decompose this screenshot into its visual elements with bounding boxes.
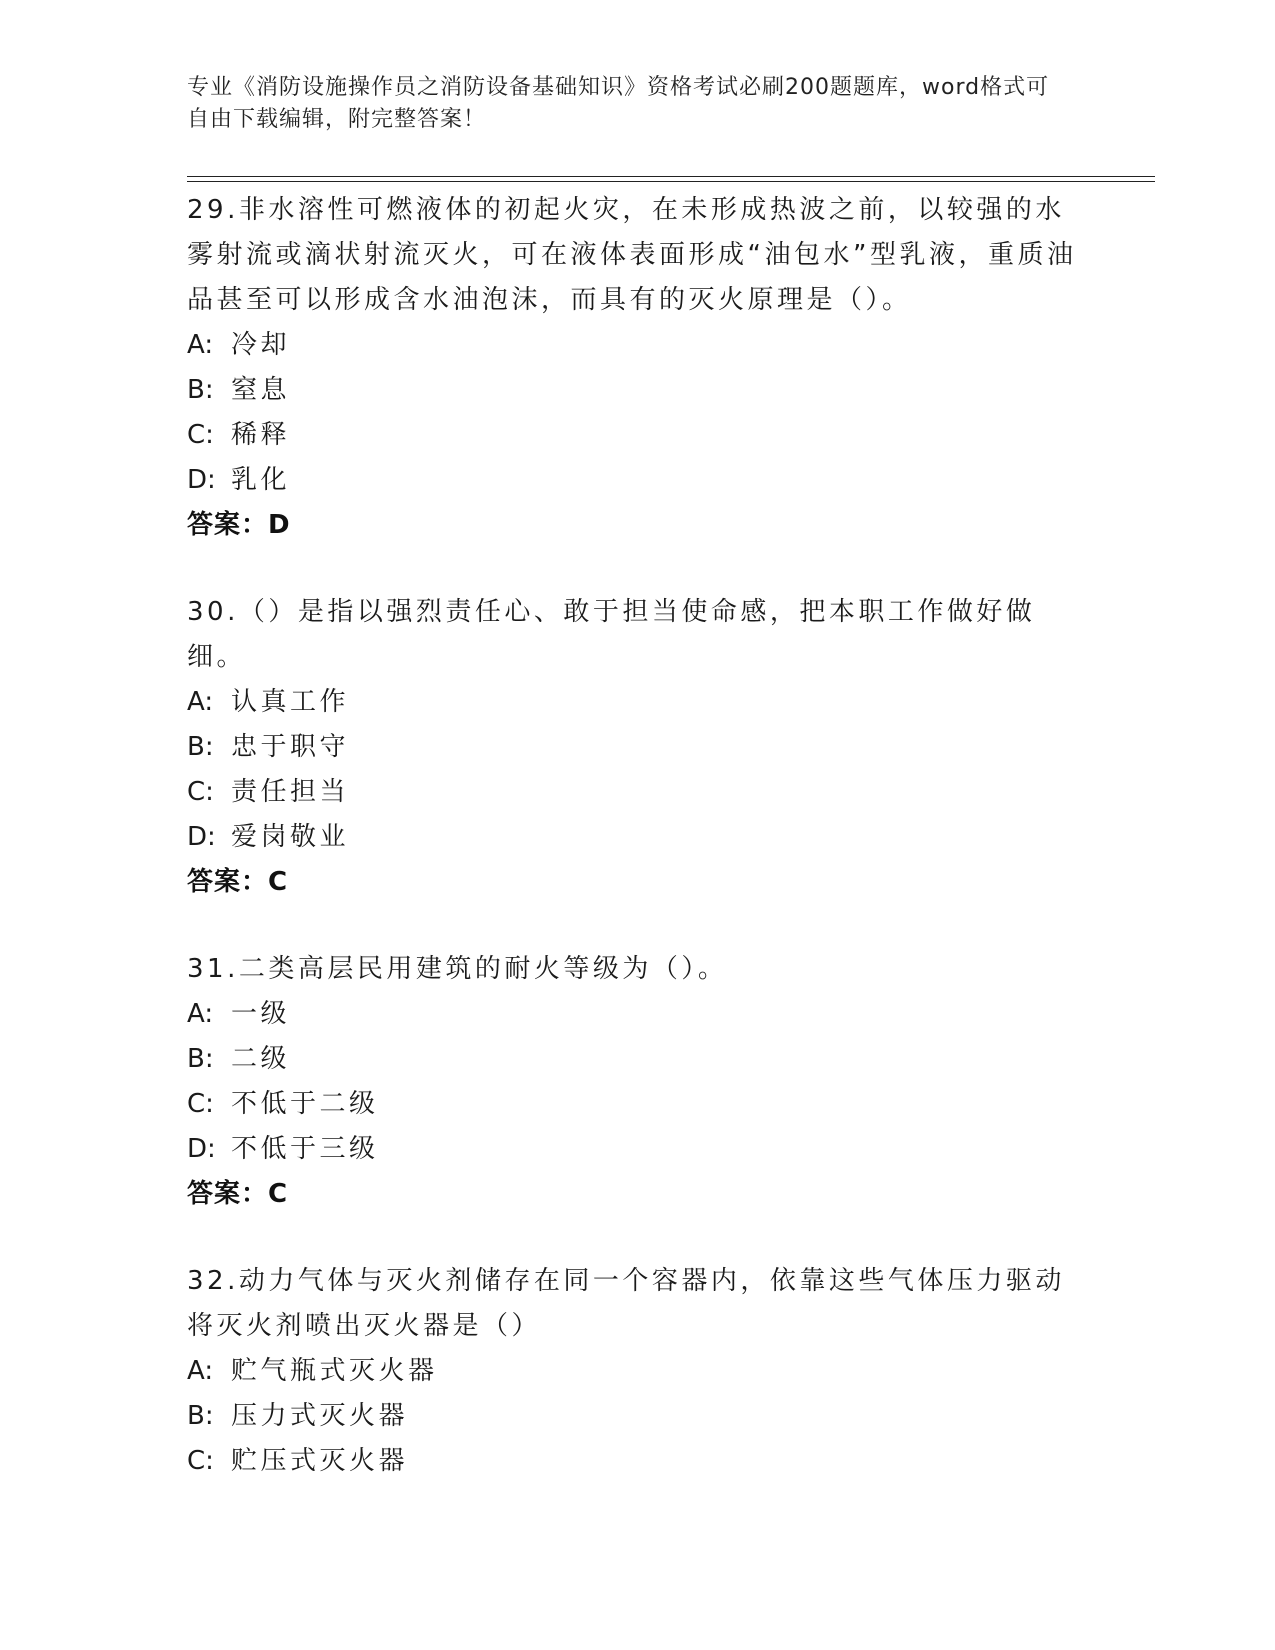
question-stem: 31.二类高层民用建筑的耐火等级为（）。	[187, 954, 728, 984]
option-text: 不低于二级	[231, 1089, 379, 1119]
header-rule-bottom	[187, 181, 1155, 182]
option-text: 冷却	[231, 330, 291, 360]
option-text: 窒息	[231, 375, 291, 405]
option-text: 不低于三级	[231, 1134, 379, 1164]
header-rule-top	[187, 176, 1155, 177]
option-text: 贮气瓶式灭火器	[231, 1356, 438, 1386]
option-a	[187, 992, 1087, 1037]
option-text: 责任担当	[231, 777, 350, 807]
option-d	[187, 815, 1087, 860]
option-letter: C:	[187, 420, 214, 450]
question-item	[187, 1259, 1087, 1484]
option-c	[187, 1082, 1087, 1127]
option-a	[187, 323, 1087, 368]
option-text: 压力式灭火器	[231, 1401, 409, 1431]
document-header: 专业《消防设施操作员之消防设备基础知识》资格考试必刷200题题库，word格式可自由下载编辑，附完整答案！	[187, 75, 1050, 132]
question-stem: 30.（）是指以强烈责任心、敢于担当使命感，把本职工作做好做细。	[187, 597, 1036, 672]
option-text: 乳化	[231, 465, 291, 495]
option-letter: A:	[187, 687, 214, 717]
option-text: 稀释	[231, 420, 291, 450]
option-letter: C:	[187, 1446, 214, 1476]
option-d	[187, 1127, 1087, 1172]
option-text: 一级	[231, 999, 291, 1029]
option-letter: D:	[187, 465, 216, 495]
option-a	[187, 680, 1087, 725]
option-b	[187, 368, 1087, 413]
option-text: 二级	[231, 1044, 291, 1074]
option-c	[187, 1439, 1087, 1484]
option-letter: D:	[187, 1134, 216, 1164]
option-letter: C:	[187, 777, 214, 807]
option-text: 认真工作	[231, 687, 350, 717]
question-stem: 32.动力气体与灭火剂储存在同一个容器内，依靠这些气体压力驱动将灭火剂喷出灭火器是（）	[187, 1266, 1065, 1341]
option-letter: B:	[187, 1401, 214, 1431]
option-b	[187, 725, 1087, 770]
answer-label: 答案：C	[187, 867, 289, 897]
option-text: 贮压式灭火器	[231, 1446, 409, 1476]
option-letter: A:	[187, 1356, 214, 1386]
option-a	[187, 1349, 1087, 1394]
question-item	[187, 188, 1087, 548]
option-c	[187, 413, 1087, 458]
question-item	[187, 590, 1087, 905]
option-letter: B:	[187, 1044, 214, 1074]
question-item	[187, 947, 1087, 1217]
option-b	[187, 1394, 1087, 1439]
option-b	[187, 1037, 1087, 1082]
option-letter: D:	[187, 822, 216, 852]
option-d	[187, 458, 1087, 503]
question-stem: 29.非水溶性可燃液体的初起火灾，在未形成热波之前，以较强的水雾射流或滴状射流灭火，可在液体表面形成“油包水”型乳液，重质油品甚至可以形成含水油泡沫，而具有的灭火原理是（）。	[187, 195, 1077, 315]
option-letter: C:	[187, 1089, 214, 1119]
answer-label: 答案：D	[187, 510, 291, 540]
option-letter: B:	[187, 375, 214, 405]
option-letter: B:	[187, 732, 214, 762]
option-text: 忠于职守	[231, 732, 350, 762]
option-text: 爱岗敬业	[231, 822, 350, 852]
question-list	[187, 188, 1087, 1526]
option-c	[187, 770, 1087, 815]
option-letter: A:	[187, 999, 214, 1029]
option-letter: A:	[187, 330, 214, 360]
answer-label: 答案：C	[187, 1179, 289, 1209]
